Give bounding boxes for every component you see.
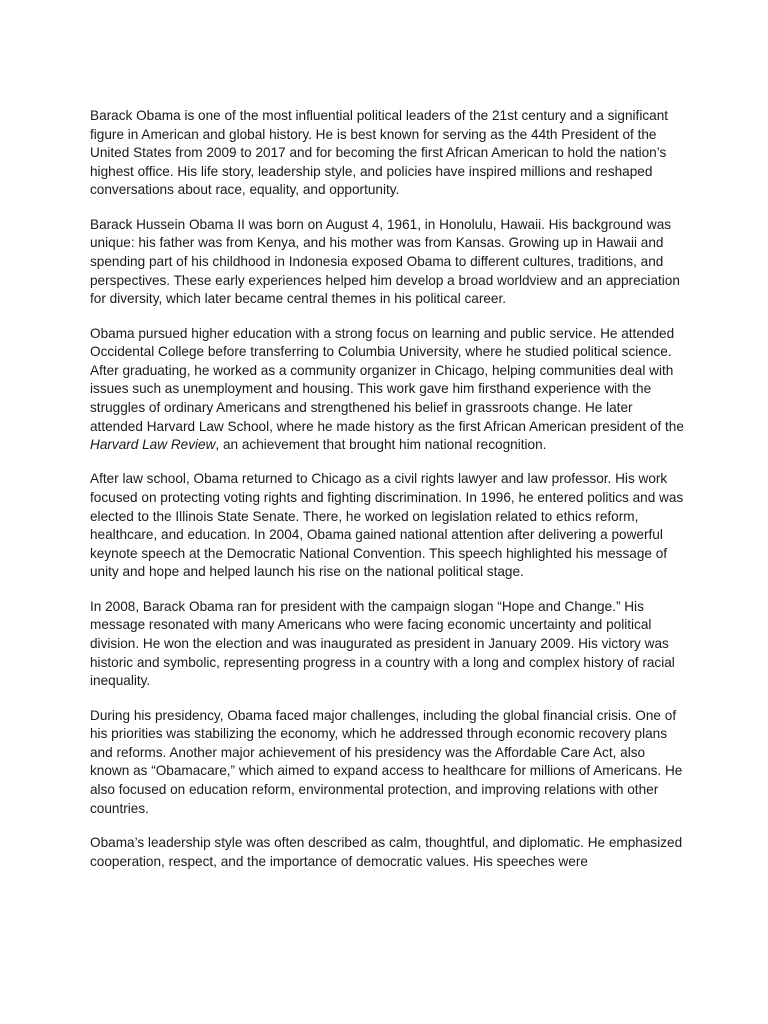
paragraph-early-life: Barack Hussein Obama II was born on August 4, 1961, in Honolulu, Hawaii. His background was unique: his father was from Kenya, and his mother was from Kansas. Growing up in Hawaii and spending part of his childhood in Indonesia exposed Obama to different cultures, traditions, and perspectives. These early experiences helped him develop a broad worldview and an appreciation for diversity, which later became central themes in his political career. [90, 216, 680, 307]
harvard-law-review-title: Harvard Law Review [90, 437, 216, 453]
paragraph-leadership-style: Obama’s leadership style was often described as calm, thoughtful, and diplomatic. He emphasized cooperation, respect, and the importance of democratic values. His speeches were [90, 834, 683, 869]
paragraph-education [90, 325, 686, 455]
paragraph-early-career: After law school, Obama returned to Chicago as a civil rights lawyer and law professor. His work focused on protecting voting rights and fighting discrimination. In 1996, he entered politics and was elected to the Illinois State Senate. There, he worked on legislation related to ethics reform, healthcare, and education. In 2004, Obama gained national attention after delivering a powerful keynote speech at the Democratic National Convention. This speech highlighted his message of unity and hope and helped launch his rise on the national political stage. [90, 471, 684, 580]
paragraph-2008-election: In 2008, Barack Obama ran for president with the campaign slogan “Hope and Change.” His message resonated with many Americans who were facing economic uncertainty and political division. He won the election and was inaugurated as president in January 2009. His victory was historic and symbolic, representing progress in a country with a long and complex history of racial inequality. [90, 598, 675, 689]
document-body [90, 107, 686, 887]
paragraph-education-text-start: Obama pursued higher education with a strong focus on learning and public service. He attended Occidental College before transferring to Columbia University, where he studied political science. After graduating, he worked as a community organizer in Chicago, helping communities deal with issues such as unemployment and housing. This work gave him firsthand experience with the struggles of ordinary Americans and strengthened his belief in grassroots change. He later attended Harvard Law School, where he made history as the first African American president of the [90, 325, 684, 434]
paragraph-introduction: Barack Obama is one of the most influential political leaders of the 21st century and a significant figure in American and global history. He is best known for serving as the 44th President of the United States from 2009 to 2017 and for becoming the first African American to hold the nation’s highest office. His life story, leadership style, and policies have inspired millions and reshaped conversations about race, equality, and opportunity. [90, 108, 669, 198]
paragraph-education-text-end: , an achievement that brought him national recognition. [215, 437, 547, 453]
paragraph-presidency: During his presidency, Obama faced major challenges, including the global financial crisis. One of his priorities was stabilizing the economy, which he addressed through economic recovery plans and reforms. Another major achievement of his presidency was the Affordable Care Act, also known as “Obamacare,” which aimed to expand access to healthcare for millions of Americans. He also focused on education reform, environmental protection, and improving relations with other countries. [90, 707, 683, 816]
